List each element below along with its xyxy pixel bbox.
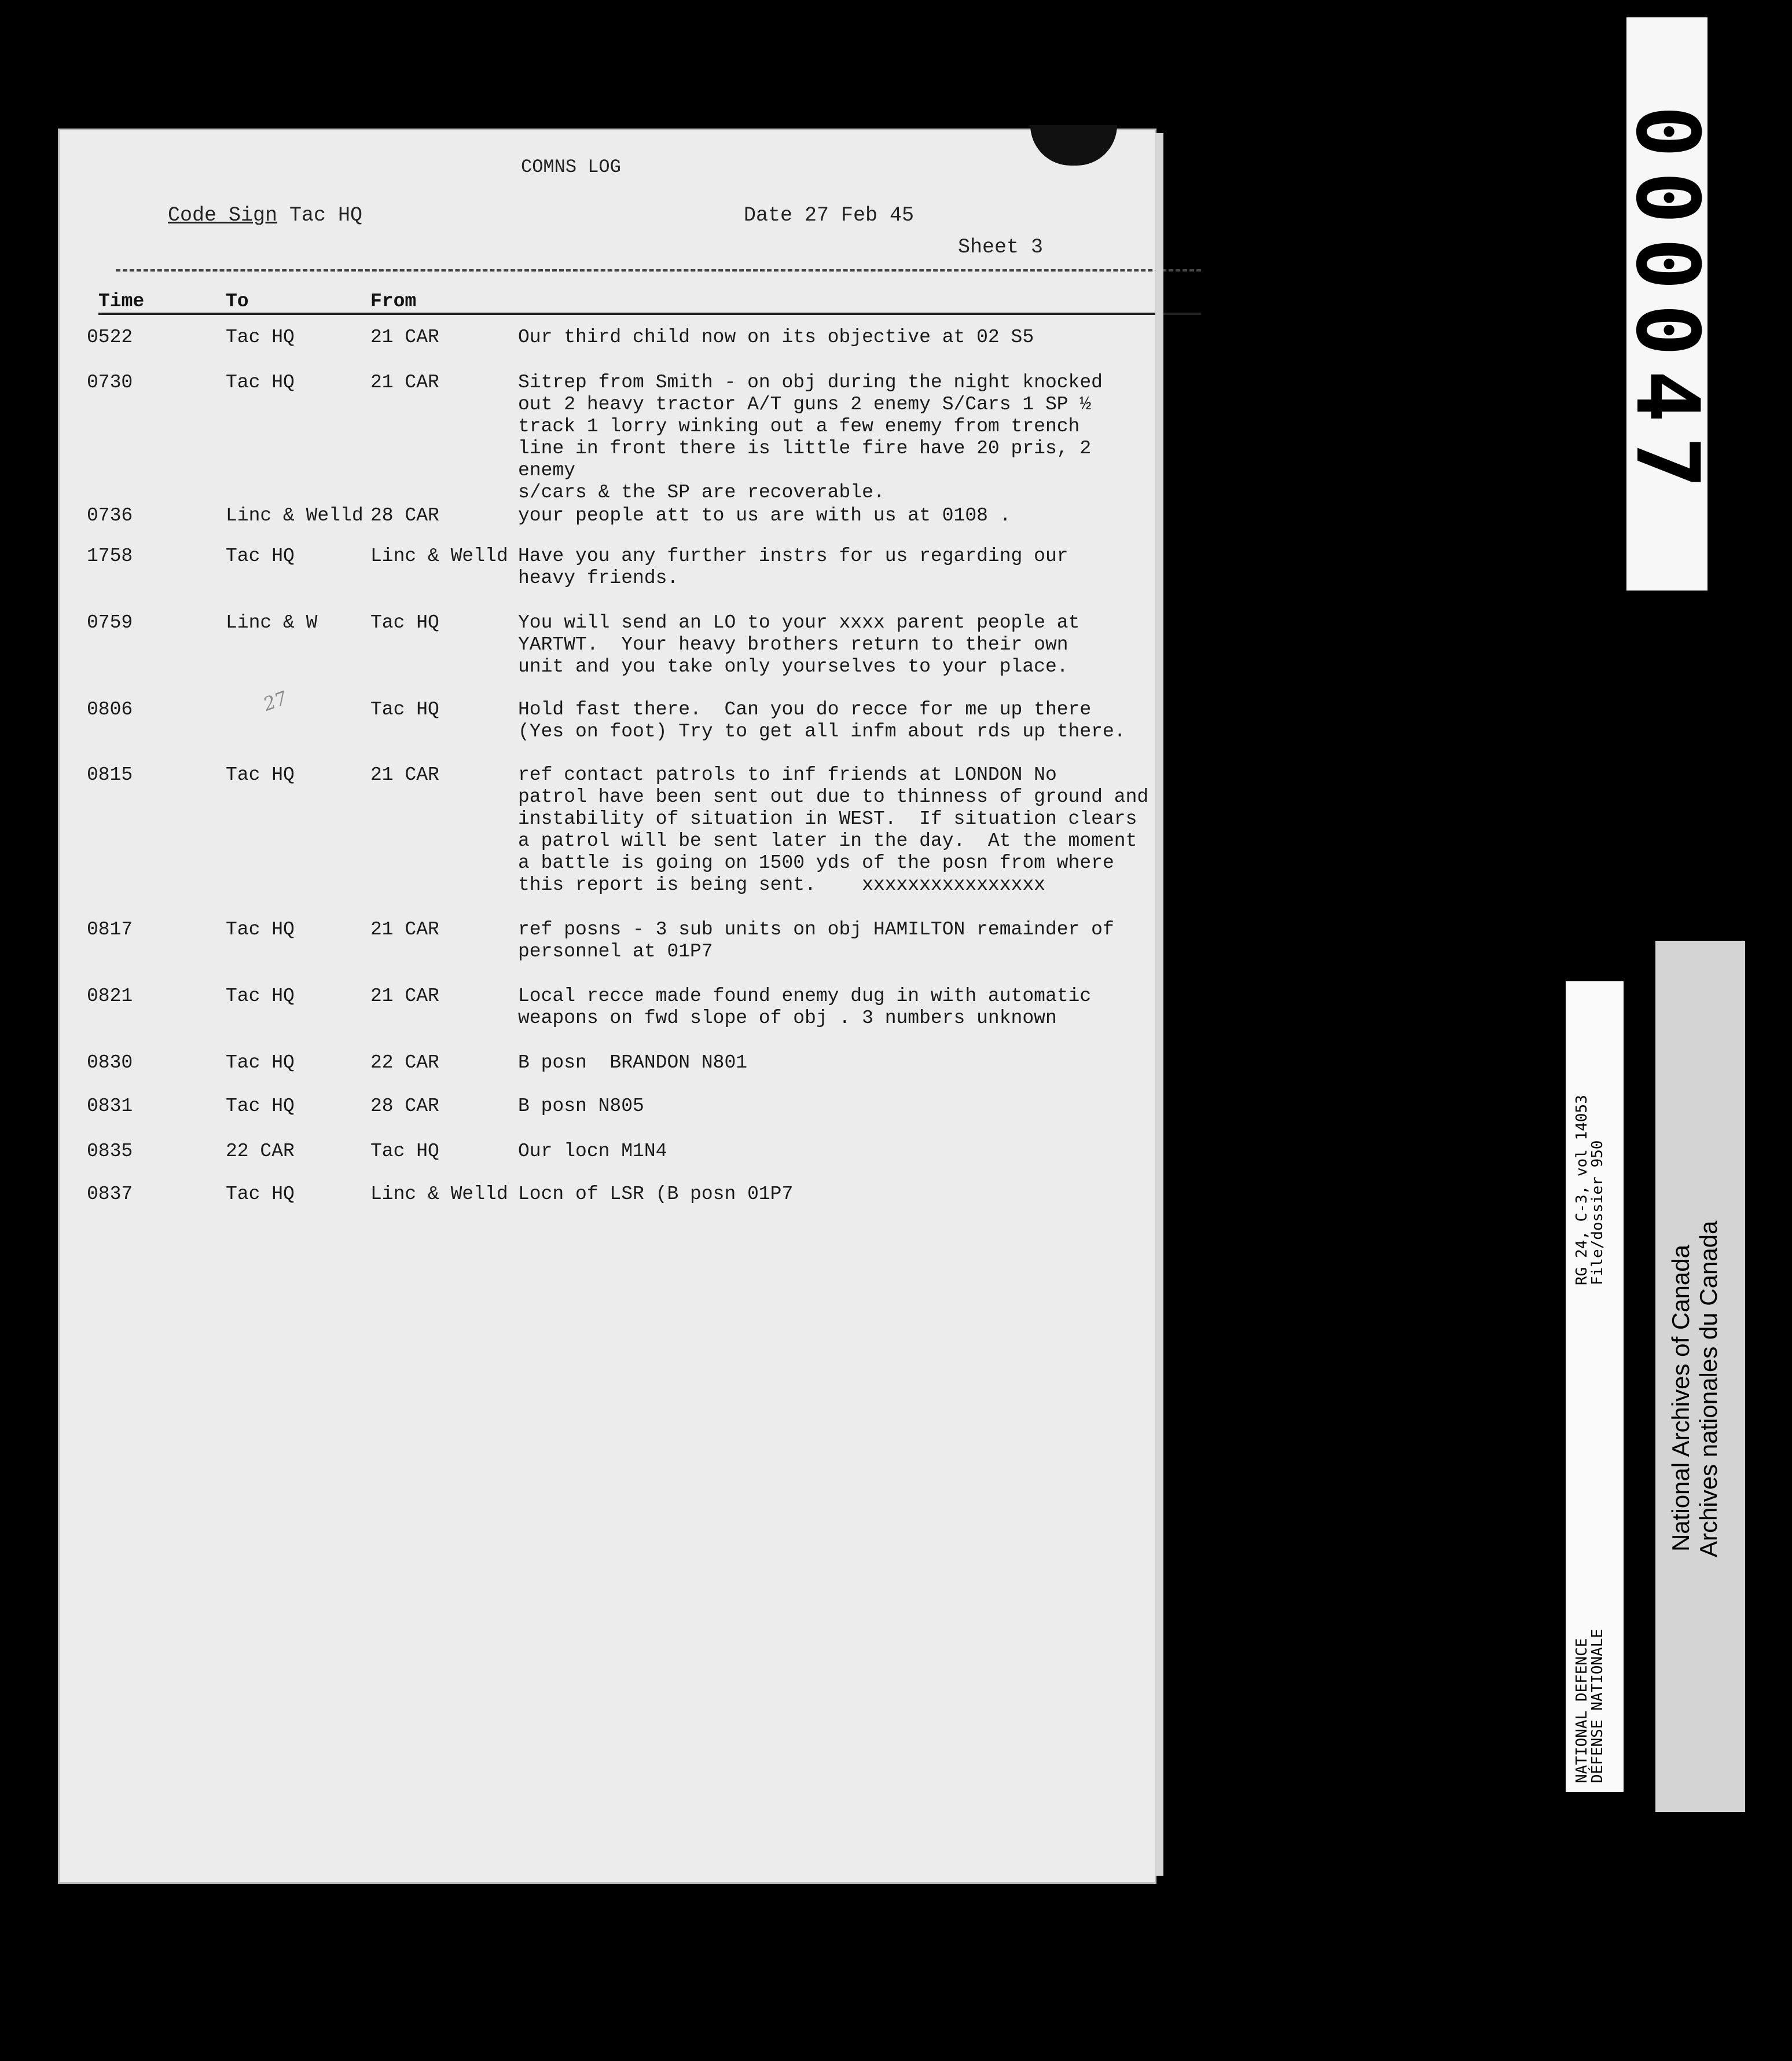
header-rule [98,313,1201,315]
entry-from: 21 CAR [370,985,439,1007]
entry-message: B posn N805 [518,1095,644,1117]
entry-message: Sitrep from Smith - on obj during the night knocked out 2 heavy tractor A/T guns 2 enemy S/Cars 1 SP ½ track 1 lorry winking out a few enemy from trench line in front there is little fire have 20 pris, 2 enemy s/cars & the SP are recoverable. [518,372,1103,503]
stamp-card [1617,17,1717,591]
entry-message: Hold fast there. Can you do recce for me up there (Yes on foot) Try to get all infm about rds up there. [518,699,1126,742]
entry-time: 0759 [87,612,133,633]
entry-to: Tac HQ [226,1183,295,1205]
entry-from: 21 CAR [370,919,439,940]
archives-name-en: National Archives of Canada [1667,1245,1694,1552]
column-header-to: To [226,291,249,312]
entry-from: 28 CAR [370,1095,439,1117]
entry-to: Tac HQ [226,919,295,940]
entry-from: Tac HQ [370,699,439,720]
entry-time: 0522 [87,327,133,348]
entry-message: ref contact patrols to inf friends at LONDON No patrol have been sent out due to thinness of ground and instability of situation in WEST. If situation clears a patrol will be sent later in the day. At the moment a battle is going on 1500 yds of the posn from where this report is being sent. xxxxxxxxxxxxxxxx [518,764,1149,896]
entry-time: 0815 [87,764,133,786]
entry-message: Locn of LSR (B posn 01P7 [518,1183,794,1205]
entry-time: 0831 [87,1095,133,1117]
sheet-number: Sheet 3 [958,236,1044,259]
column-header-from: From [370,291,417,312]
entry-time: 0821 [87,985,133,1007]
entry-from: 21 CAR [370,764,439,786]
entry-time: 0817 [87,919,133,940]
log-sheet [58,129,1156,1884]
entry-time: 0830 [87,1052,133,1073]
entry-message: Our locn M1N4 [518,1140,667,1162]
entry-to: Linc & Welld [226,505,363,526]
archives-name-fr: Archives nationales du Canada [1695,1220,1722,1557]
entry-from: Linc & Welld [370,1183,508,1205]
entry-from: Linc & Welld [370,545,508,567]
entry-message: You will send an LO to your xxxx parent people at YARTWT. Your heavy brothers return to their own unit and you take only yourselves to your place. [518,612,1080,677]
entry-message: B posn BRANDON N801 [518,1052,748,1073]
department-fr: DÉFENSE NATIONALE [1589,1629,1606,1783]
entry-to: Tac HQ [226,1052,295,1073]
entry-time: 0835 [87,1140,133,1162]
entry-time: 0806 [87,699,133,720]
column-header-time: Time [98,291,145,312]
entry-message: Have you any further instrs for us regarding our heavy friends. [518,545,1068,589]
entry-time: 1758 [87,545,133,567]
entry-from: 22 CAR [370,1052,439,1073]
entry-to: Tac HQ [226,372,295,393]
entry-to: Tac HQ [226,327,295,348]
stamp-number: 000047 [1617,105,1717,503]
entry-time: 0837 [87,1183,133,1205]
file-dossier: File/dossier 950 [1589,1140,1606,1285]
entry-time: 0736 [87,505,133,526]
entry-to: Tac HQ [226,985,295,1007]
entry-to: Tac HQ [226,1095,295,1117]
entry-to: Linc & W [226,612,318,633]
entry-from: 21 CAR [370,327,439,348]
pencil-annotation: 27 [260,687,290,716]
record-group: RG 24, C-3, vol 14053 [1573,1095,1591,1285]
log-date: Date 27 Feb 45 [744,204,915,227]
code-sign-label: Code Sign [168,204,278,227]
dashed-rule [116,269,1201,272]
entry-from: 21 CAR [370,372,439,393]
punch-hole [1030,125,1117,166]
entry-message: your people att to us are with us at 0108 . [518,505,1011,526]
entry-message: Our third child now on its objective at 02 S5 [518,327,1034,348]
entry-from: Tac HQ [370,612,439,633]
entry-from: Tac HQ [370,1140,439,1162]
entry-from: 28 CAR [370,505,439,526]
code-sign-value: Tac HQ [289,204,363,227]
entry-to: Tac HQ [226,764,295,786]
entry-to: Tac HQ [226,545,295,567]
entry-time: 0730 [87,372,133,393]
department-en: NATIONAL DEFENCE [1573,1638,1591,1783]
entry-message: ref posns - 3 sub units on obj HAMILTON remainder of personnel at 01P7 [518,919,1114,962]
entry-message: Local recce made found enemy dug in with automatic weapons on fwd slope of obj . 3 numbers unknown [518,985,1092,1029]
entry-to: 22 CAR [226,1140,295,1162]
document-title: COMNS LOG [521,156,621,178]
